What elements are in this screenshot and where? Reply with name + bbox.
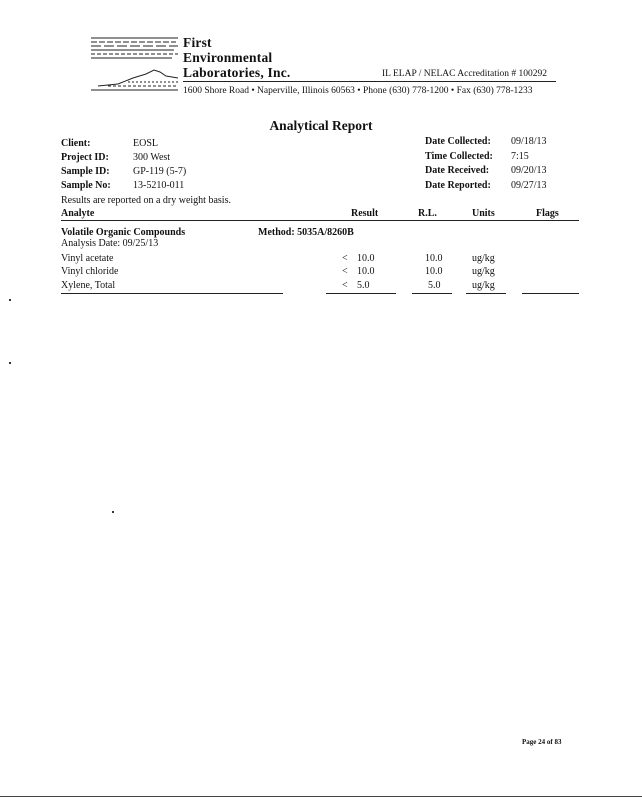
accreditation-text: IL ELAP / NELAC Accreditation # 100292 (382, 69, 547, 79)
date-received-label: Date Received: (425, 165, 490, 176)
date-reported-value: 09/27/13 (511, 180, 547, 191)
client-label: Client: (61, 138, 91, 149)
date-collected-label: Date Collected: (425, 136, 491, 147)
analysis-date: Analysis Date: 09/25/13 (61, 238, 159, 249)
row-analyte: Vinyl acetate (61, 253, 114, 264)
row-result: 5.0 (357, 280, 370, 291)
scan-speck (9, 362, 11, 364)
row-units: ug/kg (472, 280, 495, 291)
scan-speck (112, 511, 114, 513)
company-name-line3: Laboratories, Inc. (183, 65, 291, 80)
time-collected-value: 7:15 (511, 151, 529, 162)
company-name-line1: First (183, 35, 212, 50)
row-result: 10.0 (357, 266, 375, 277)
col-header-flags: Flags (536, 208, 559, 219)
row-analyte: Xylene, Total (61, 280, 116, 291)
header-rule (183, 81, 556, 82)
row-qualifier: < (342, 253, 348, 264)
section-method: Method: 5035A/8260B (258, 227, 354, 238)
col-header-result: Result (351, 208, 379, 219)
basis-note: Results are reported on a dry weight basis. (61, 195, 231, 206)
row-rl: 10.0 (425, 266, 443, 277)
table-bottom-rule (466, 293, 506, 294)
table-bottom-rule (412, 293, 452, 294)
col-header-units: Units (472, 208, 495, 219)
project-id-label: Project ID: (61, 152, 109, 163)
sample-no-value: 13-5210-011 (133, 180, 185, 191)
row-units: ug/kg (472, 266, 495, 277)
row-rl: 10.0 (425, 253, 443, 264)
col-header-analyte: Analyte (61, 208, 95, 219)
report-title: Analytical Report (269, 118, 373, 133)
row-qualifier: < (342, 266, 348, 277)
col-header-rl: R.L. (418, 208, 437, 219)
time-collected-label: Time Collected: (425, 151, 493, 162)
row-analyte: Vinyl chloride (61, 266, 119, 277)
sample-id-value: GP-119 (5-7) (133, 166, 187, 177)
sample-id-label: Sample ID: (61, 166, 110, 177)
table-header-rule (61, 220, 579, 221)
company-name-line2: Environmental (183, 50, 273, 65)
sample-no-label: Sample No: (61, 180, 111, 191)
table-bottom-rule (326, 293, 396, 294)
client-value: EOSL (133, 138, 158, 149)
row-units: ug/kg (472, 253, 495, 264)
date-received-value: 09/20/13 (511, 165, 547, 176)
scan-speck (9, 299, 11, 301)
date-reported-label: Date Reported: (425, 180, 491, 191)
table-bottom-rule (61, 293, 283, 294)
project-id-value: 300 West (133, 152, 171, 163)
table-bottom-rule (522, 293, 579, 294)
page-number: Page 24 of 83 (522, 738, 562, 746)
company-logo (88, 34, 180, 98)
scan-bottom-edge (0, 796, 642, 797)
company-address: 1600 Shore Road • Naperville, Illinois 60563 • Phone (630) 778-1200 • Fax (630) 778-1233 (183, 86, 533, 96)
row-qualifier: < (342, 280, 348, 291)
date-collected-value: 09/18/13 (511, 136, 547, 147)
section-name: Volatile Organic Compounds (61, 227, 186, 238)
row-result: 10.0 (357, 253, 375, 264)
row-rl: 5.0 (428, 280, 441, 291)
